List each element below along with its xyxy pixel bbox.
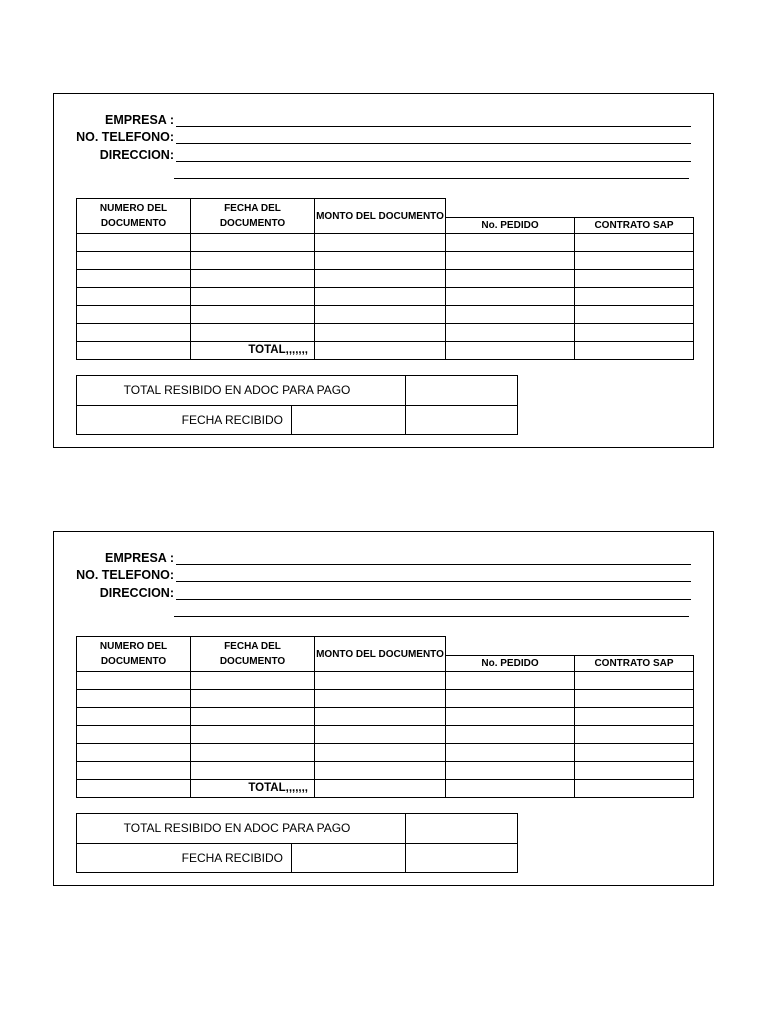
table-cell[interactable]: [446, 270, 575, 288]
table-row: [77, 762, 694, 780]
table-cell[interactable]: [191, 708, 315, 726]
header-monto-documento: MONTO DEL DOCUMENTO: [315, 199, 446, 234]
table-row: [77, 234, 694, 252]
receipt-summary-table: [76, 375, 518, 435]
direccion-line-1[interactable]: [176, 161, 691, 162]
header-fecha-documento: FECHA DEL DOCUMENTO: [191, 199, 315, 234]
table-cell[interactable]: [575, 726, 694, 744]
table-row: [77, 690, 694, 708]
direccion-label: DIRECCION:: [99, 586, 174, 600]
header-spacer: [446, 199, 694, 218]
table-cell[interactable]: [77, 270, 191, 288]
empresa-line[interactable]: [176, 564, 691, 565]
table-cell[interactable]: [446, 234, 575, 252]
table-cell[interactable]: [315, 672, 446, 690]
total-amount-cell[interactable]: [315, 780, 446, 798]
table-cell[interactable]: [315, 744, 446, 762]
table-cell[interactable]: [315, 690, 446, 708]
table-cell[interactable]: [575, 672, 694, 690]
telefono-label: NO. TELEFONO:: [76, 568, 174, 582]
table-cell[interactable]: [575, 324, 694, 342]
table-cell[interactable]: [575, 342, 694, 360]
fecha-recibido-label: FECHA RECIBIDO: [77, 406, 292, 435]
table-cell[interactable]: [191, 306, 315, 324]
documents-table: [76, 198, 694, 360]
header-numero-documento: NUMERO DEL DOCUMENTO: [77, 199, 191, 234]
table-cell[interactable]: [315, 726, 446, 744]
table-cell[interactable]: [446, 252, 575, 270]
empresa-label: EMPRESA :: [105, 113, 174, 127]
table-cell[interactable]: [77, 744, 191, 762]
header-numero-documento: NUMERO DEL DOCUMENTO: [77, 637, 191, 672]
table-cell[interactable]: [446, 708, 575, 726]
table-cell[interactable]: [315, 288, 446, 306]
header-fecha-documento: FECHA DEL DOCUMENTO: [191, 637, 315, 672]
table-cell[interactable]: [191, 726, 315, 744]
direccion-line-2[interactable]: [174, 178, 689, 179]
table-cell[interactable]: [77, 288, 191, 306]
telefono-line[interactable]: [176, 143, 691, 144]
total-label: TOTAL,,,,,,,: [191, 780, 315, 798]
total-row: [77, 342, 694, 360]
table-cell[interactable]: [575, 288, 694, 306]
table-row: [77, 324, 694, 342]
total-recibido-value-cell[interactable]: [406, 376, 518, 406]
total-label: TOTAL,,,,,,,: [191, 342, 315, 360]
table-cell[interactable]: [315, 306, 446, 324]
table-cell[interactable]: [446, 762, 575, 780]
direccion-label: DIRECCION:: [99, 148, 174, 162]
summary-extra-cell[interactable]: [406, 406, 518, 435]
summary-extra-cell[interactable]: [406, 844, 518, 873]
table-cell[interactable]: [315, 324, 446, 342]
table-cell[interactable]: [575, 234, 694, 252]
table-cell[interactable]: [77, 672, 191, 690]
total-recibido-value-cell[interactable]: [406, 814, 518, 844]
telefono-label: NO. TELEFONO:: [76, 130, 174, 144]
table-cell[interactable]: [77, 324, 191, 342]
table-cell[interactable]: [446, 726, 575, 744]
table-cell[interactable]: [77, 690, 191, 708]
header-contrato-sap: CONTRATO SAP: [575, 656, 694, 672]
direccion-line-1[interactable]: [176, 599, 691, 600]
table-cell[interactable]: [315, 234, 446, 252]
table-row: [77, 288, 694, 306]
table-cell[interactable]: [446, 342, 575, 360]
table-cell[interactable]: [191, 252, 315, 270]
empresa-label: EMPRESA :: [105, 551, 174, 565]
table-row: [77, 252, 694, 270]
table-cell[interactable]: [446, 324, 575, 342]
table-cell[interactable]: [77, 306, 191, 324]
table-cell[interactable]: [77, 762, 191, 780]
table-cell[interactable]: [77, 342, 191, 360]
table-cell[interactable]: [575, 690, 694, 708]
table-cell[interactable]: [191, 270, 315, 288]
table-cell[interactable]: [446, 306, 575, 324]
table-row: [77, 306, 694, 324]
table-cell[interactable]: [191, 690, 315, 708]
table-cell[interactable]: [77, 708, 191, 726]
receipt-summary-table: [76, 813, 518, 873]
table-cell[interactable]: [446, 744, 575, 762]
total-amount-cell[interactable]: [315, 342, 446, 360]
table-cell[interactable]: [315, 270, 446, 288]
table-row: [77, 672, 694, 690]
telefono-line[interactable]: [176, 581, 691, 582]
document-form-2: [53, 531, 714, 886]
table-cell[interactable]: [191, 288, 315, 306]
table-cell[interactable]: [191, 672, 315, 690]
total-recibido-label: TOTAL RESIBIDO EN ADOC PARA PAGO: [77, 376, 406, 406]
table-cell[interactable]: [315, 762, 446, 780]
table-cell[interactable]: [191, 324, 315, 342]
header-no-pedido: No. PEDIDO: [446, 218, 575, 234]
table-cell[interactable]: [575, 780, 694, 798]
table-cell[interactable]: [77, 780, 191, 798]
table-cell[interactable]: [315, 708, 446, 726]
table-cell[interactable]: [446, 288, 575, 306]
table-cell[interactable]: [191, 234, 315, 252]
table-cell[interactable]: [77, 252, 191, 270]
table-row: [77, 708, 694, 726]
fecha-recibido-value-cell[interactable]: [292, 406, 406, 435]
table-row: [77, 726, 694, 744]
table-cell[interactable]: [77, 234, 191, 252]
table-cell[interactable]: [575, 252, 694, 270]
table-cell[interactable]: [575, 270, 694, 288]
fecha-recibido-value-cell[interactable]: [292, 844, 406, 873]
table-cell[interactable]: [575, 744, 694, 762]
table-row: [77, 744, 694, 762]
direccion-line-2[interactable]: [174, 616, 689, 617]
header-no-pedido: No. PEDIDO: [446, 656, 575, 672]
total-recibido-label: TOTAL RESIBIDO EN ADOC PARA PAGO: [77, 814, 406, 844]
table-cell[interactable]: [446, 780, 575, 798]
table-cell[interactable]: [446, 672, 575, 690]
table-cell[interactable]: [575, 708, 694, 726]
fecha-recibido-label: FECHA RECIBIDO: [77, 844, 292, 873]
table-cell[interactable]: [191, 762, 315, 780]
total-row: [77, 780, 694, 798]
header-spacer: [446, 637, 694, 656]
document-form-1: [53, 93, 714, 448]
table-cell[interactable]: [77, 726, 191, 744]
documents-table: [76, 636, 694, 798]
empresa-line[interactable]: [176, 126, 691, 127]
table-cell[interactable]: [191, 744, 315, 762]
header-monto-documento: MONTO DEL DOCUMENTO: [315, 637, 446, 672]
header-contrato-sap: CONTRATO SAP: [575, 218, 694, 234]
table-cell[interactable]: [575, 762, 694, 780]
table-cell[interactable]: [315, 252, 446, 270]
table-row: [77, 270, 694, 288]
table-cell[interactable]: [446, 690, 575, 708]
table-cell[interactable]: [575, 306, 694, 324]
